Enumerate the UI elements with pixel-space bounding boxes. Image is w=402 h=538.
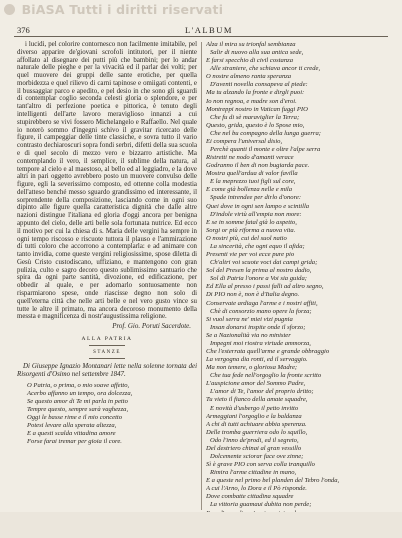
verse-line: Quei dove in ogni sen lampo e scintilla (206, 202, 310, 210)
verse-line: Mostra quell'ardua di valor favilla (206, 170, 298, 178)
verse-line: Spade intrendee per dirlo d'onore: (210, 194, 302, 202)
verse-line: E la meprezzo tuoi figli sul core, (210, 178, 296, 186)
verse-line: Io non regnoa, e madre son d'eroi. (206, 97, 297, 105)
poem-separator (89, 345, 125, 346)
verse-line: Montreppi nostro in Vatican fuggi PIO (206, 105, 308, 113)
verse-line: L'amor di Te, l'amor del proprio dritto; (210, 388, 314, 396)
verse-line: A chi di tutti achiuare abbia sperenza. (206, 420, 307, 428)
verse-line: E a questi scalda vittadina amore (27, 430, 116, 438)
verse-line: Rimira l'arme cittadine in mano, (210, 469, 297, 477)
verse-line: E come già bollenza nelle e mila (206, 186, 293, 194)
verse-line: Sorgi or più riforma a nuova vita. (206, 226, 296, 234)
verse-line: Che fu di sè maraviglier la Terra; (210, 113, 300, 121)
verse-line: E farsi specchio di civil costanza (206, 57, 293, 65)
verse-line: Di PIO non è, non è d'Italia degno. (206, 291, 300, 299)
verse-line: Armeggiani l'orgoglio e la baldanza (206, 412, 302, 420)
verse-line: E a queste nel primo bel planden del Tebro l'onda, (206, 477, 340, 485)
verse-line: Conservate ardiaga l'arme e i nostri affiti, (206, 299, 318, 307)
column-divider (201, 42, 202, 510)
verse-line: Sì è grave PIO con serva colla tranquillo (206, 461, 315, 469)
verse-line: Ma tu alzando la fronte e dirgli puoi: (206, 89, 305, 97)
poem-kicker: ALLA PATRIA (81, 336, 133, 343)
poem-dedication: Di Giuseppe Ignazio Montanari lette nella solenne tornata dei Risorgenti d'Osimo nel settembre 1847. (17, 363, 197, 378)
verse-line: Potesi levare alla sperata altezza, (27, 422, 117, 430)
verse-line: Delle tromba guerriera odo lo squillo, (206, 428, 308, 436)
verse-line: Tu vieto il fianco della amate squadre, (206, 396, 308, 404)
watermark-text: BiASA Tutti i diritti riservati (21, 2, 224, 17)
verse-line: Dolcemente sciorar face ove zinne; (210, 452, 304, 460)
verse-line: Che tua fede nell'orgoglio la fronte scritto (210, 372, 322, 380)
verse-line: Se a Nazionalità via no minister (206, 331, 291, 339)
verse-line: Odo l'inno de'prodi, ed il segreto, (210, 436, 299, 444)
verse-line: Dove combatte cittadina squadre (206, 493, 294, 501)
verse-line: Sol del Presen la prima al nostro dadio, (206, 267, 312, 275)
verse-line: Perchè quanti il monte e oltre l'alpe serra (210, 146, 321, 154)
verse-block-left (17, 382, 197, 447)
verse-line: Alle straniere, che schiava ancor ti crede, (210, 65, 321, 73)
verse-line: E novità d'usbergo il petto invitto (210, 404, 299, 412)
verse-line: L'auspicione amor del Sommo Padre, (206, 380, 306, 388)
verse-line: La vergogna dia ronti, ed il servaggio. (206, 356, 308, 364)
left-column (17, 41, 197, 446)
verse-line: Sol di Patria l'onore a Voi sia guida; (210, 275, 307, 283)
article-prose: i lucidi, pel colorire contornesco non facilmente imitabile, pel diverso apparire de'giovani scrofoli intitutori, per il niente affollato al disegnare dei putti più che bambini; per lo andar naturale delle pieghe e per la vivacità ed il parlar dei volti; per quel muovere dei gruppi delle sante erotiche, per quella morbidezza e quel rilievo di carni tapinose e omiigati contenti, e il bussaggiar parco e apedito, e pel desio in che sono gli sguardi di contemplar coglio seconda celesti gloria o splendore, e per tant'altro di perfezione poetica e pittorica, è tenuto degli intelligenti dell'arte lavoro meraviglioso innanzi a cui stupirebbero se vivi fossero Michelangelo e Raffaello. Nel quale io noterò sommo d'ingegni schivo il gravitar ricercato delle figure, il campeggiar delle tinte classiche, e sovra tutto il vario contrasto dechiaroscuri sopra fondi serbri, difetti della sua scuola e di quel secolo di mezzo vero e bizzarro artistiche. Ma contemplando il vero, il semplice, il sublime della natura, al tempore al cielo e al maestoso, al bello ed al leggiadro, e la dove altri in pari oggetto avrebbero posto un muovere convulso delle figure, egli la severissimo composto, ed ottenne colla modestia dell'atteso benché messo sguardo grandissimo ed interessante, il sorprendente della composizione, lasciando come in ogni suo dipinto alle figure quella caratteristica dignità che dalle altre nazioni distingue l'italiana ed gloria d'oggi ancora per benigna appunto del cielo, delle arti belle sola fortunata nutrice. Ed ecco il motivo per cui la chiesa di s. Maria delle vergini ha sempre in ogni tempo riscosso e riscuote tuttora il plauso e l'ammirazione di tutti coloro che accorrono a contemplarla: e ad animare con tanto invidia, come queste vergini religiosissime, spose diletta di Gesù Cristo custodiscano, uffiziano, e mantengono con gran pulizia, culto e sagro decoro questo sublimissimo santuario che spira da ogni parte santità, divozione, ed edificazione, per obbedir al quale, e per adornarlo sontuosamente non risparmiarono spese, onde riascisse degno non solo di quell'eterna città che nelle arti belle e nel vero gusto vince su tutte le altre il primato, ma ancora decoroso monumento della messta e magnificenza di nostr'augustissima religione. (17, 41, 197, 321)
verse-line: Se questo amor di Te mi parla in petto (27, 397, 128, 405)
verse-line: Che l'esterrata quell'arme e grande obbraggio (206, 347, 330, 355)
verse-line: Acerbo affanno un tempo, ora dolcezza, (27, 389, 133, 397)
verse-line: Si vuol serra ne' miei vizi pugnia (206, 315, 293, 323)
verse-line: O Patria, o prima, o mio soave affetto, (27, 381, 130, 389)
article-signature: Prof. Gio. Poruti Sacerdote. (112, 322, 191, 331)
verse-line: La sincerità, che ogni equo il afida; (210, 242, 305, 250)
verse-line: E se in somme fatal già lo aspetto, (206, 218, 297, 226)
verse-line: D'aventi novella consapeva al piede: (210, 81, 308, 89)
right-column (206, 41, 392, 526)
verse-block-right (206, 41, 392, 526)
verse-line: Forse farai tremar per gioia il core. (27, 438, 122, 446)
library-logo-icon (4, 4, 15, 15)
verse-line: Chè di consorzio mano opere la forza; (210, 307, 312, 315)
verse-line: Ed Ella al presso i passi falli ad altro segno, (206, 283, 324, 291)
verse-line: Presenti vie per voi ecce pure pio (206, 251, 295, 259)
verse-line: Alza il mira su trionfal sembianza (206, 41, 296, 48)
verse-line: Del destriero chinai al gran vessillo (206, 444, 302, 452)
verse-line: Questo, grida, questo è lo Spose mio, (206, 121, 305, 129)
verse-line: D'indole virtù all'empia non more: (210, 210, 302, 218)
verse-line: Ch'altri voi scuote voci dai campi grida; (210, 259, 318, 267)
verse-line: Insan donarsi inspite onde il sforzo; (210, 323, 306, 331)
verse-line: O nostri più, cui del suol natio (206, 234, 287, 242)
watermark (4, 2, 223, 17)
verse-line: Godranno il ben di non bugiarda pace. (206, 162, 310, 170)
stanza-separator (89, 358, 125, 359)
bottom-margin (0, 512, 402, 538)
verse-line: Salir di nuovo alla sua antica sede, (210, 49, 304, 57)
header-rule (14, 36, 388, 37)
verse-line: Ei compera l'universal disio, (206, 137, 283, 145)
verse-line: Ristretti ne nodo d'amanti verace (206, 154, 294, 162)
verse-line: O nostre almeno ranta speranza (206, 73, 292, 81)
verse-line: A cui l'Arno, lo Dora e il Pò risponde. (206, 485, 307, 493)
verse-line: Che nel bu compagno della lunga guerra; (210, 129, 321, 137)
stanza-label: STANZE (93, 350, 121, 356)
verse-line: La vittoria guamaui dubita non perde; (210, 501, 312, 509)
page-header (0, 0, 402, 24)
verse-line: Oggi le basse rime e il mio concetto (27, 414, 123, 422)
verse-line: Ma non temere, o gloriosa Madre; (206, 364, 298, 372)
page-number: 376 (17, 25, 30, 35)
running-head: L'ALBUM (185, 25, 233, 35)
verse-line: Tempre questo, sempre sarà vaghezza, (27, 405, 129, 413)
verse-line: Impegni moi riostra virtude ammorza, (210, 339, 311, 347)
